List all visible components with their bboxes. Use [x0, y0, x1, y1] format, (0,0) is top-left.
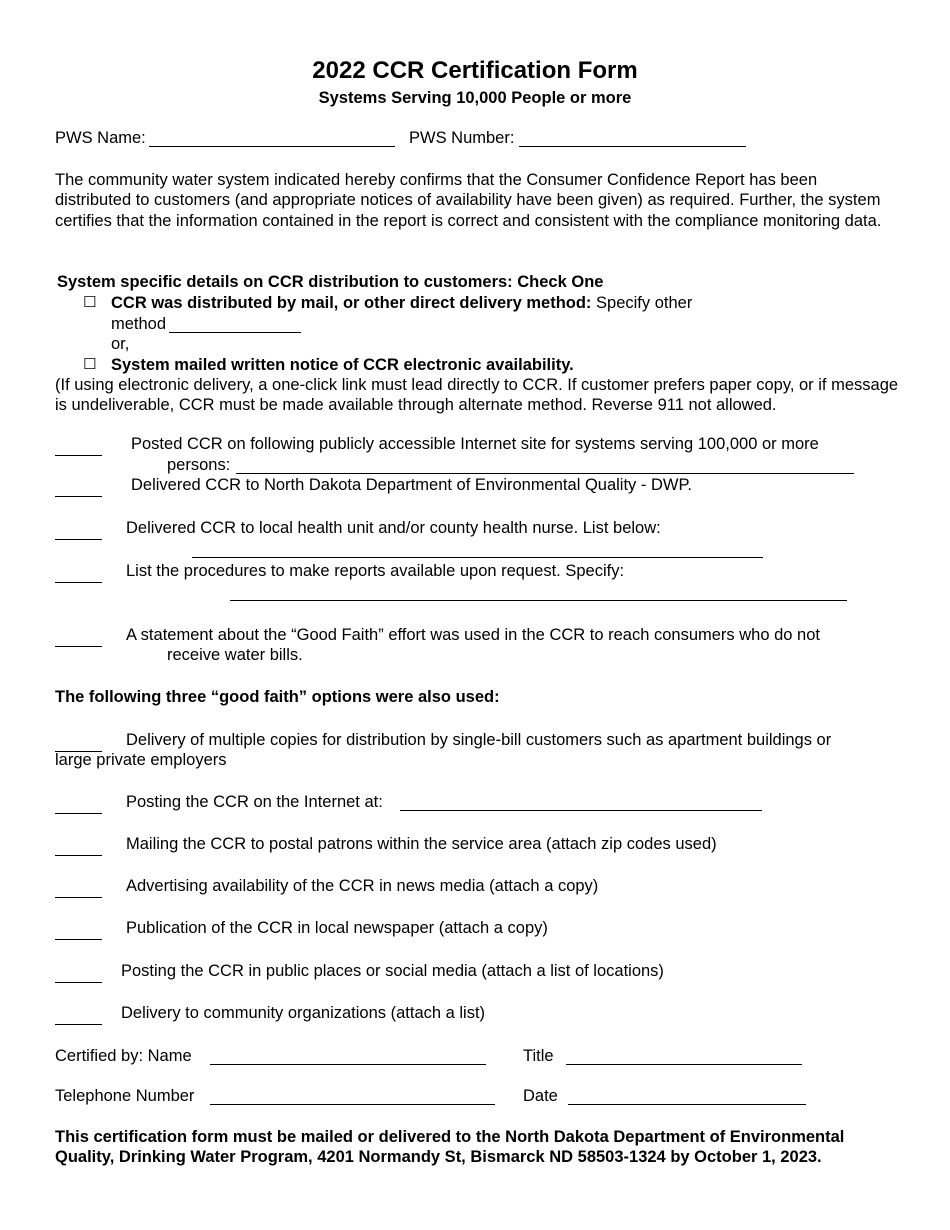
pws-number-label: PWS Number:: [409, 129, 515, 147]
pws-name-field[interactable]: [149, 131, 395, 147]
telephone-field[interactable]: [210, 1089, 495, 1105]
option-mail-bold: CCR was distributed by mail, or other direct delivery method:: [111, 294, 592, 312]
form-subtitle: Systems Serving 10,000 People or more: [318, 89, 632, 107]
option-mail: [111, 293, 692, 313]
pws-name-label: PWS Name:: [55, 129, 146, 147]
date-field[interactable]: [568, 1089, 806, 1105]
procedures-field[interactable]: [230, 585, 847, 601]
certified-name-label: Certified by: Name: [55, 1047, 192, 1065]
intro-paragraph: The community water system indicated hereby confirms that the Consumer Confidence Report has been distributed to customers (and appropriate notices of availability have been given) as required. Further, the system certifies that the information contained in the report is correct and consistent with the compliance monitoring data.: [55, 171, 882, 230]
title-field[interactable]: [566, 1049, 802, 1065]
electronic-note: (If using electronic delivery, a one-click link must lead directly to CCR. If customer prefers paper copy, or if message is undeliverable, CCR must be made available through alternate method. Reverse 911 not allowed.: [55, 376, 899, 415]
option-mail-method-field[interactable]: [169, 317, 301, 333]
check-blank-newspaper[interactable]: [55, 924, 102, 940]
certified-name-field[interactable]: [210, 1049, 486, 1065]
checkbox-electronic[interactable]: ☐: [83, 355, 97, 373]
distribution-heading: System specific details on CCR distribution to customers: Check One: [57, 273, 604, 291]
opt-newspaper: Publication of the CCR in local newspaper (attach a copy): [126, 919, 548, 937]
check-blank-community[interactable]: [55, 1009, 102, 1025]
posted-site-field[interactable]: [236, 458, 854, 474]
opt-internet: Posting the CCR on the Internet at:: [126, 793, 383, 811]
pws-number-field[interactable]: [519, 131, 746, 147]
internet-url-field[interactable]: [400, 795, 762, 811]
item-posted-line2: persons:: [167, 456, 231, 474]
item-goodfaith-line1: A statement about the “Good Faith” effort was used in the CCR to reach consumers who do not: [126, 626, 820, 644]
item-ndeq: Delivered CCR to North Dakota Department of Environmental Quality - DWP.: [131, 476, 692, 494]
item-procedures: List the procedures to make reports available upon request. Specify:: [126, 562, 625, 580]
check-blank-advertising[interactable]: [55, 882, 102, 898]
option-electronic: System mailed written notice of CCR electronic availability.: [111, 356, 574, 374]
check-blank-public-places[interactable]: [55, 967, 102, 983]
or-text: or,: [111, 335, 130, 353]
item-health: Delivered CCR to local health unit and/or county health nurse. List below:: [126, 519, 661, 537]
title-label: Title: [523, 1047, 554, 1065]
opt-public-places: Posting the CCR in public places or social media (attach a list of locations): [121, 962, 664, 980]
health-list-field[interactable]: [192, 542, 763, 558]
check-blank-ndeq[interactable]: [55, 481, 102, 497]
checkbox-mail[interactable]: ☐: [83, 293, 97, 311]
item-goodfaith-line2: receive water bills.: [167, 646, 303, 664]
check-blank-procedures[interactable]: [55, 567, 102, 583]
telephone-label: Telephone Number: [55, 1087, 195, 1105]
goodfaith-heading: The following three “good faith” options were also used:: [55, 688, 500, 706]
check-blank-internet[interactable]: [55, 798, 102, 814]
check-blank-goodfaith[interactable]: [55, 631, 102, 647]
form-title: 2022 CCR Certification Form: [312, 57, 638, 84]
option-mail-rest: Specify other: [591, 294, 693, 312]
opt-multiple-line2: large private employers: [55, 751, 227, 769]
opt-multiple-line1: Delivery of multiple copies for distribution by single-bill customers such as apartment buildings or: [126, 731, 832, 749]
footer-instructions: This certification form must be mailed or delivered to the North Dakota Department of Environmental Quality, Drinking Water Program, 4201 Normandy St, Bismarck ND 58503-1324 by October 1, 2023.: [55, 1128, 845, 1167]
opt-community: Delivery to community organizations (attach a list): [121, 1004, 486, 1022]
opt-mailing: Mailing the CCR to postal patrons within the service area (attach zip codes used): [126, 835, 717, 853]
check-blank-health[interactable]: [55, 524, 102, 540]
opt-advertising: Advertising availability of the CCR in news media (attach a copy): [126, 877, 599, 895]
date-label: Date: [523, 1087, 558, 1105]
option-mail-method-label: method: [111, 315, 167, 333]
check-blank-mailing[interactable]: [55, 840, 102, 856]
check-blank-posted[interactable]: [55, 440, 102, 456]
item-posted-line1: Posted CCR on following publicly accessible Internet site for systems serving 100,000 or more: [131, 435, 819, 453]
